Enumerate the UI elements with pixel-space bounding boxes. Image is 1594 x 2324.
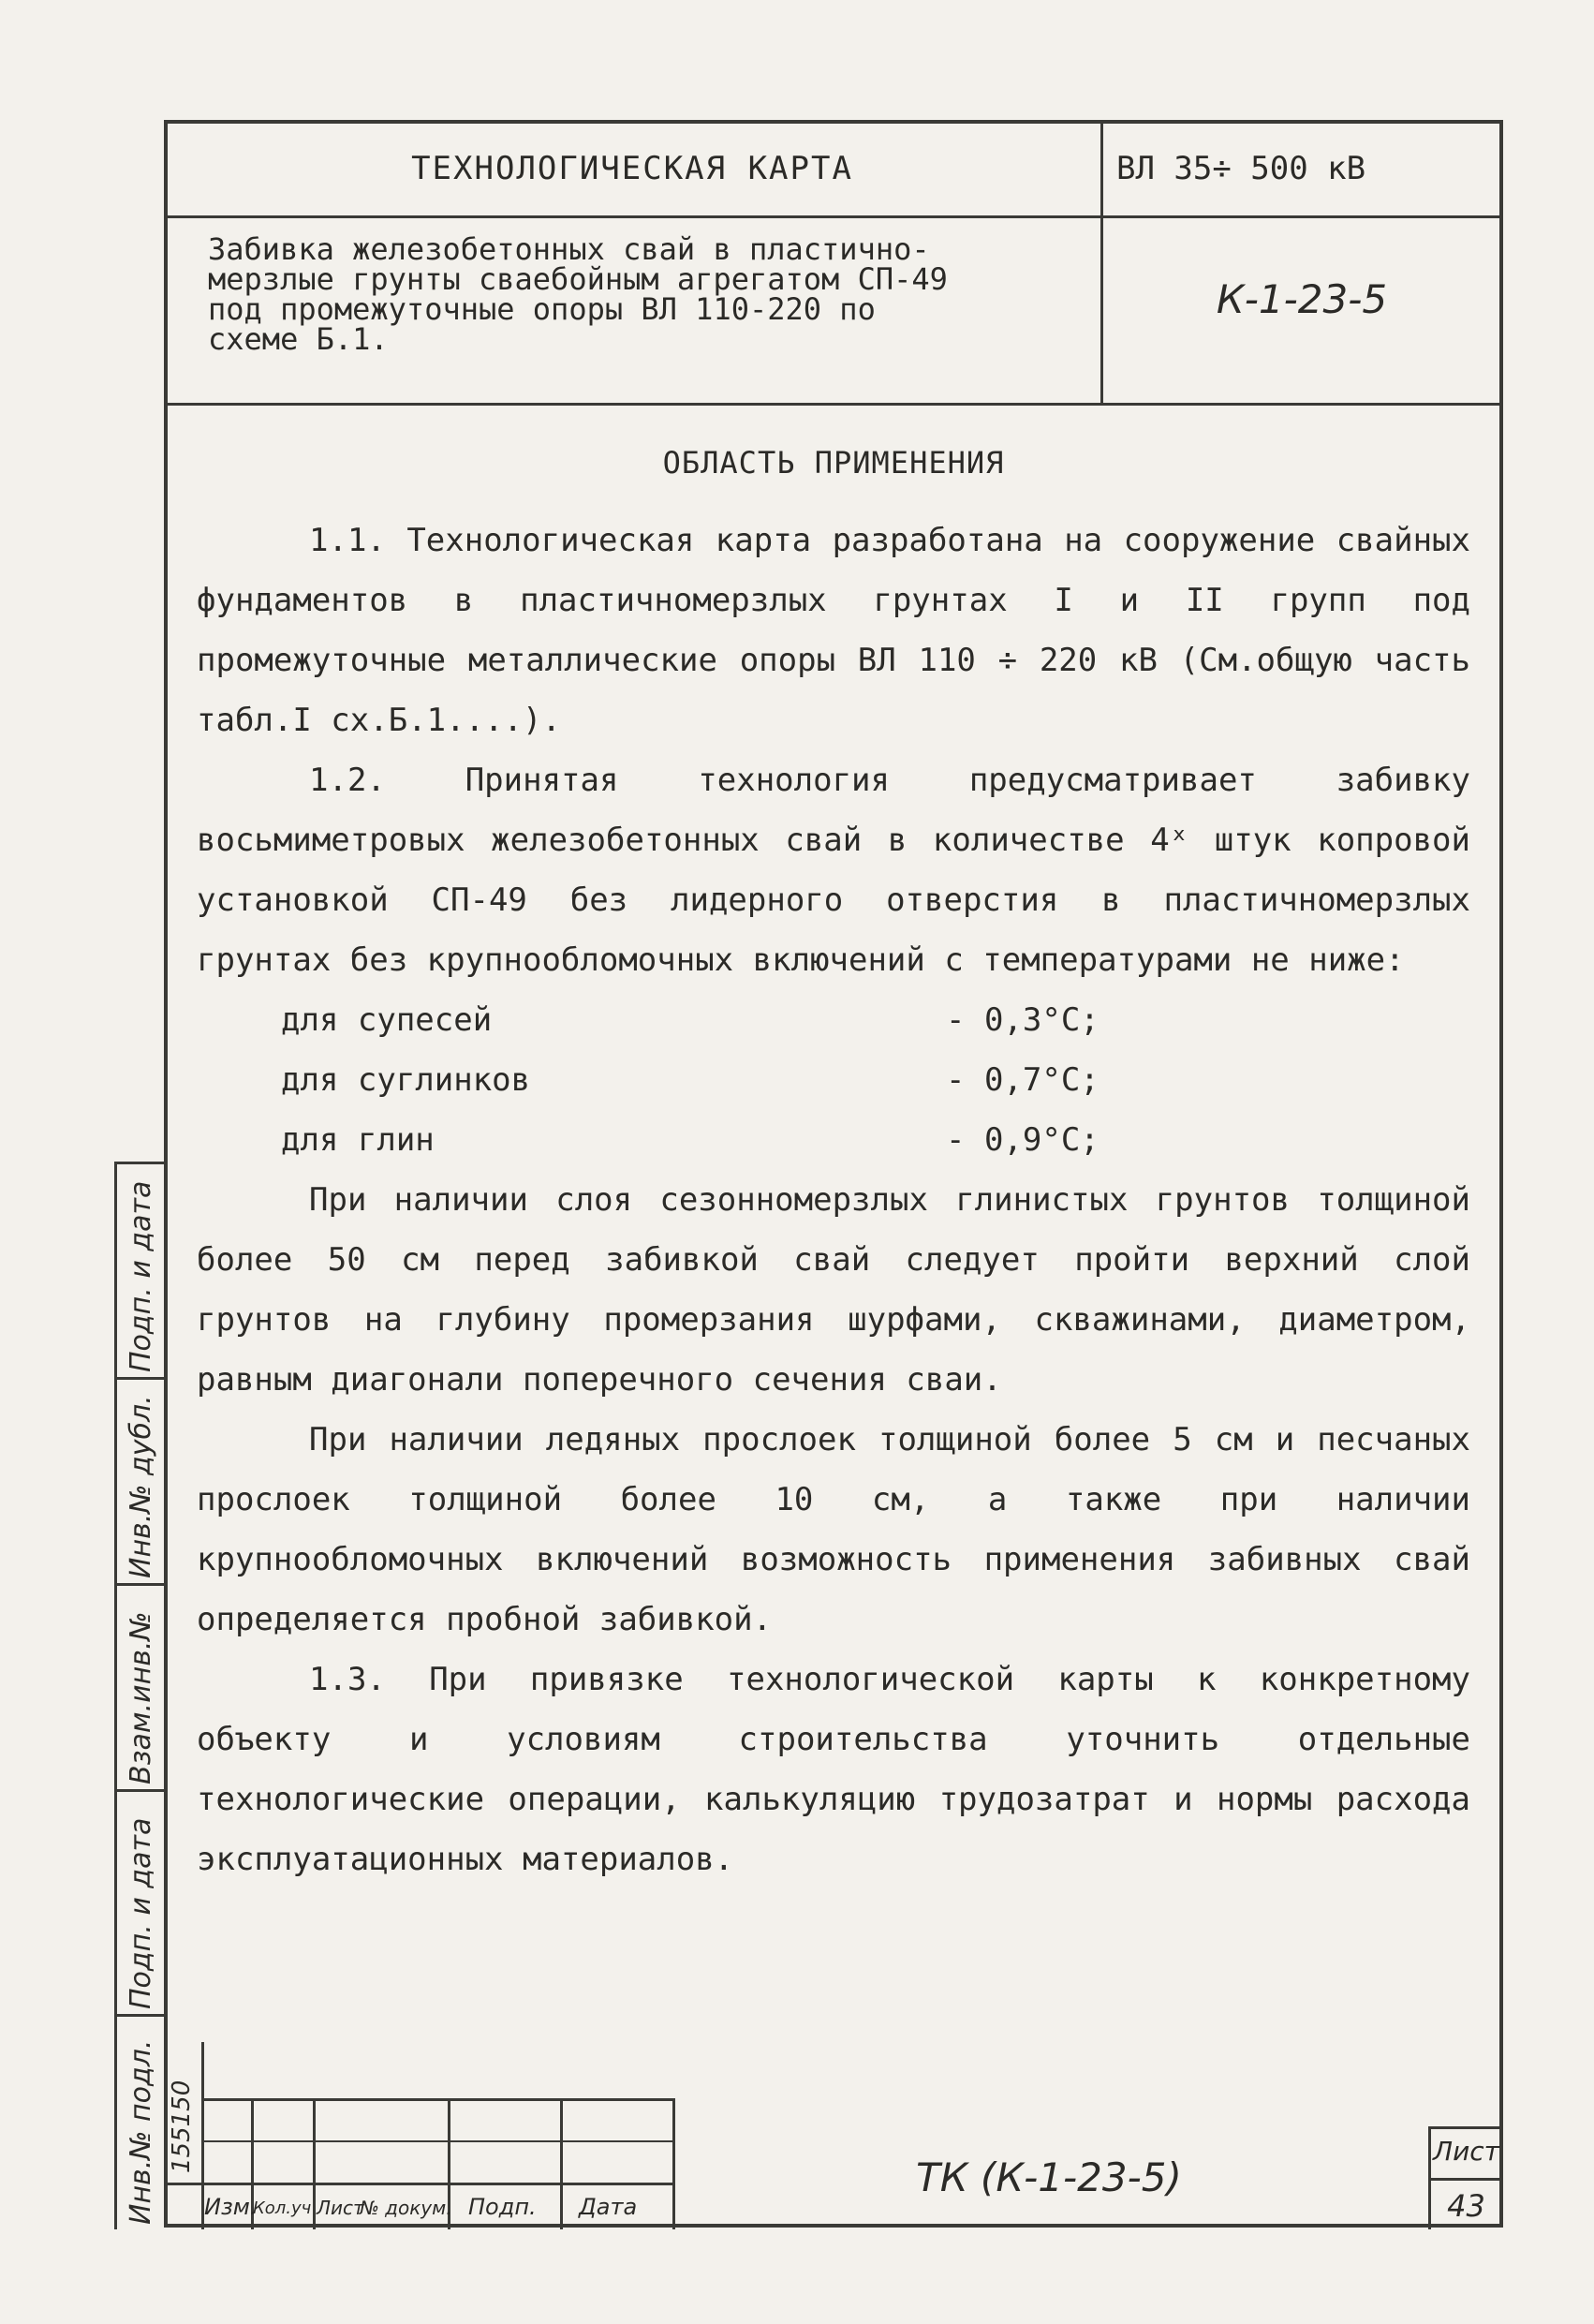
card-description: [208, 231, 1051, 357]
side-cell: [117, 2014, 167, 2232]
side-label: Инв.№ подл.: [125, 2039, 157, 2225]
inventory-cell: [164, 2042, 204, 2229]
stamp-label-doc: № докум.: [360, 2197, 452, 2219]
soil-type: для суглинков: [281, 1061, 531, 1099]
stamp-label-kol: Кол.уч: [253, 2198, 312, 2218]
soil-type: для глин: [281, 1121, 435, 1159]
side-label: Подп. и дата: [125, 1180, 157, 1372]
paragraph-ice-layers: При наличии ледяных прослоек толщиной более 5 см и песчаных прослоек толщиной более 10 см, а также при наличии крупнообломочных включений возможность применения забивных свай определяется пробной забивкой.: [197, 1421, 1470, 1638]
temperature-value: - 0,3°С;: [946, 1001, 1100, 1039]
description-line: Забивка железобетонных свай в пластично-: [208, 231, 930, 267]
temperature-row: [197, 1110, 1470, 1170]
sheet-top-line: [1428, 2126, 1503, 2129]
paragraph-frozen-layer: При наличии слоя сезонномерзлых глинистых грунтов толщиной более 50 см перед забивкой свай следует пройти верхний слой грунтов на глубину промерзания шурфами, скважинами, диаметром, равным диагонали поперечного сечения сваи.: [197, 1181, 1470, 1399]
stamp-col-line: [313, 2098, 316, 2229]
stamp-label-podp: Подп.: [468, 2194, 537, 2220]
document-code: ТК (К-1-23-5): [916, 2154, 1182, 2200]
description-line: мерзлые грунты сваебойным агрегатом СП-49: [208, 261, 948, 297]
side-stamp: [114, 1162, 167, 2229]
stamp-label-data: Дата: [579, 2194, 638, 2220]
paragraph-1-2: 1.2. Принятая технология предусматривает забивку восьмиметровых железобетонных свай в количестве 4ˣ штук копровой установкой СП-49 без лидерного отверстия в пластичномерзлых грунтах без крупнообломочных включений с температурами не ниже:: [197, 762, 1470, 979]
section-title: ОБЛАСТЬ ПРИМЕНЕНИЯ: [662, 445, 1005, 481]
stamp-mid-line: [201, 2140, 674, 2142]
card-number: К-1-23-5: [1216, 276, 1388, 322]
description-line: под промежуточные опоры ВЛ 110-220 по: [208, 291, 876, 327]
sheet-number: 43: [1447, 2188, 1485, 2224]
side-label: Подп. и дата: [125, 1817, 157, 2009]
temperature-row: [197, 1050, 1470, 1110]
sheet-mid-line: [1428, 2178, 1503, 2181]
paragraph-1-3: 1.3. При привязке технологической карты к конкретному объекту и условиям строительства уточнить отдельные технологические операции, калькуляцию трудозатрат и нормы расхода эксплуатационных материалов.: [197, 1661, 1470, 1878]
sheet-label: Лист: [1433, 2136, 1499, 2167]
temperature-row: [197, 990, 1470, 1050]
side-cell: [117, 1583, 167, 1792]
side-cell: [117, 1789, 167, 2017]
side-cell: [117, 1377, 167, 1586]
card-title: ТЕХНОЛОГИЧЕСКАЯ КАРТА: [411, 150, 853, 187]
stamp-col-line: [560, 2098, 563, 2229]
description-line: схеме Б.1.: [208, 321, 389, 357]
soil-type: для супесей: [281, 1001, 493, 1039]
header-divider: [164, 215, 1503, 218]
header-bottom-line: [164, 403, 1503, 406]
side-label: Инв.№ дубл.: [125, 1395, 157, 1578]
side-label: Взам.инв.№: [125, 1611, 157, 1784]
voltage-code: ВЛ 35÷ 500 кВ: [1116, 150, 1366, 187]
stamp-top-line: [201, 2098, 674, 2101]
header-column-line: [1100, 120, 1103, 406]
stamp-label-izm: Изм.: [204, 2194, 258, 2220]
temperature-value: - 0,9°С;: [946, 1121, 1100, 1159]
inventory-number: 155150: [168, 2080, 196, 2173]
paragraph-1-1: 1.1. Технологическая карта разработана на сооружение свайных фундаментов в пластичномерзлых грунтах I и II групп под промежуточные металлические опоры ВЛ 110 ÷ 220 кВ (См.общую часть табл.I сх.Б.1....).: [197, 522, 1470, 739]
stamp-label-line: [164, 2183, 674, 2185]
side-cell: [117, 1162, 167, 1380]
temperature-value: - 0,7°С;: [946, 1061, 1100, 1099]
stamp-label-list: Лист: [317, 2197, 364, 2219]
document-body: [197, 511, 1470, 1889]
